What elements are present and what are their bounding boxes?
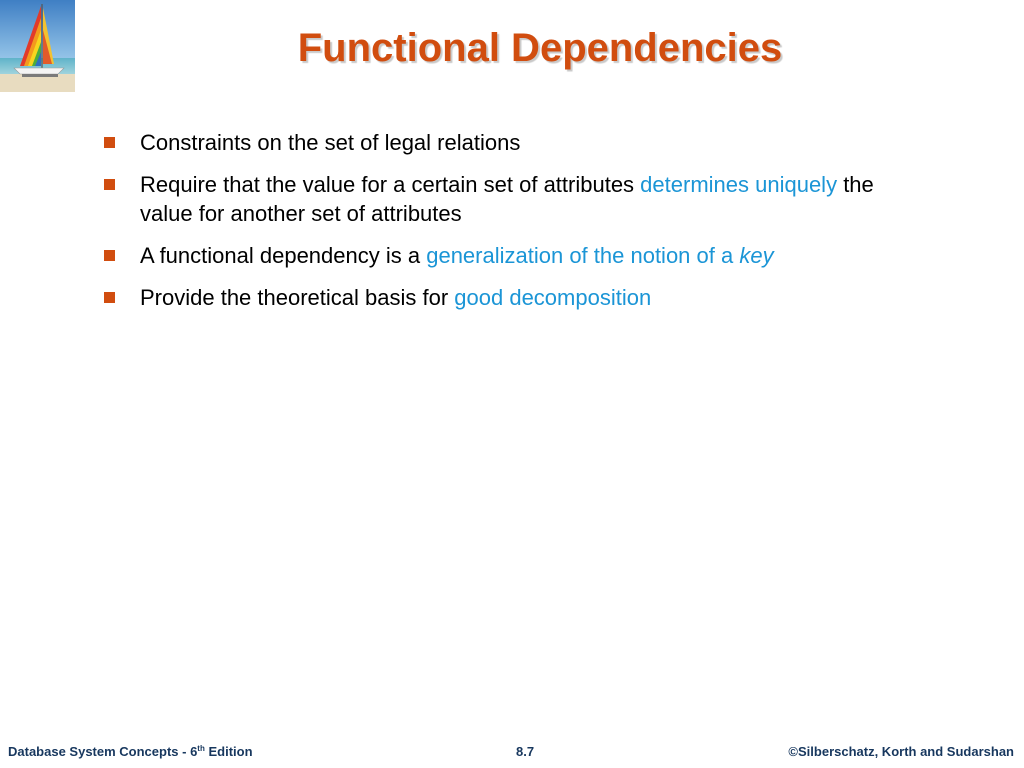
bullet-text: Constraints on the set of legal relations xyxy=(140,130,521,155)
bullet-item-4 xyxy=(103,283,903,312)
square-bullet-icon xyxy=(104,137,115,148)
footer-book-name: Database System Concepts - 6 xyxy=(8,744,198,759)
bullet-item-2 xyxy=(103,170,903,228)
bullet-list xyxy=(103,128,903,325)
highlighted-text: generalization of the notion of a xyxy=(426,243,740,268)
square-bullet-icon xyxy=(104,179,115,190)
bullet-text: Provide the theoretical basis for xyxy=(140,285,455,310)
footer-book-title xyxy=(8,744,253,759)
square-bullet-icon xyxy=(104,292,115,303)
slide-title: Functional Dependencies xyxy=(297,26,783,70)
footer-book-sup: th xyxy=(197,744,205,753)
highlighted-italic-text: key xyxy=(739,243,774,268)
bullet-text-continued: the value for another set of attributes xyxy=(140,172,874,226)
bullet-item-1 xyxy=(103,128,903,157)
footer-page-number: 8.7 xyxy=(516,744,535,759)
footer-book-suffix: Edition xyxy=(204,744,253,759)
slide-footer xyxy=(0,736,1024,768)
bullet-text: Require that the value for a certain set of attributes xyxy=(140,172,641,197)
bullet-text: A functional dependency is a xyxy=(140,243,427,268)
highlighted-text: determines uniquely xyxy=(640,172,838,197)
footer-copyright: ©Silberschatz, Korth and Sudarshan xyxy=(788,744,1014,759)
highlighted-text: good decomposition xyxy=(454,285,652,310)
bullet-item-3 xyxy=(103,241,903,270)
square-bullet-icon xyxy=(104,250,115,261)
